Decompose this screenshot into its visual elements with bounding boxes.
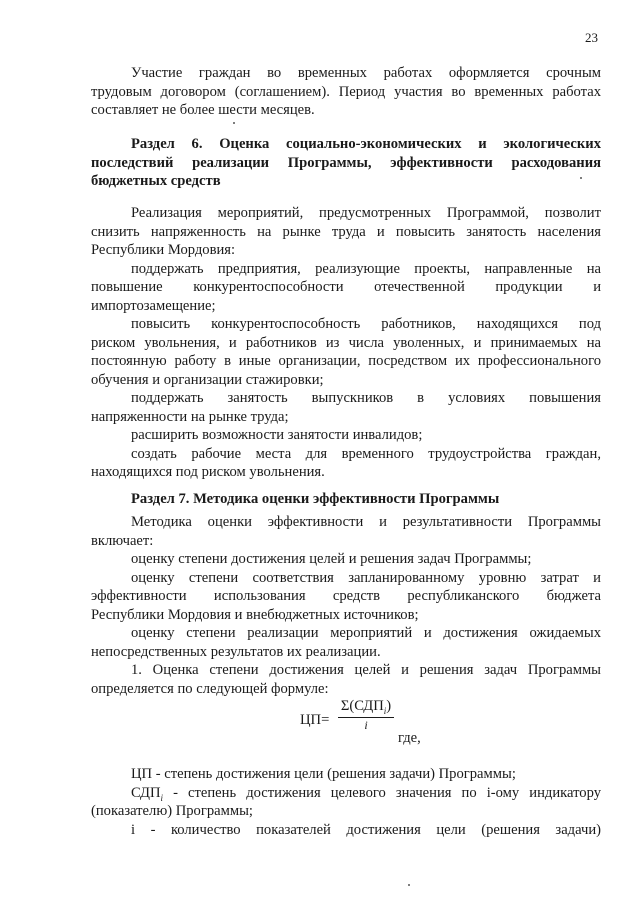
section7-heading: Раздел 7. Методика оценки эффективности Программы [131, 491, 500, 507]
section6-line-11: поддержать занятость выпускников в условиях повышения [131, 390, 601, 406]
section7-line-5: эффективности использования средств республиканского бюджета [91, 588, 601, 604]
formula-lhs: ЦП= [300, 712, 330, 728]
section6-line-14: создать рабочие места для временного трудоустройства граждан, [131, 445, 601, 462]
scan-speck [408, 884, 410, 886]
section6-line-3: Республики Мордовия: [91, 242, 236, 258]
section6-line-9: постоянную работу в иные организации, посредством их профессионального [91, 353, 601, 369]
page-number: 23 [585, 30, 598, 45]
definition-line-4: i - количество показателей достижения цели (решения задачи) [131, 821, 601, 838]
formula-fraction [338, 698, 394, 733]
section6-line-6: импортозамещение; [91, 297, 216, 314]
section7-line-6: Республики Мордовия и внебюджетных источников; [91, 606, 419, 623]
section7-line-8: непосредственных результатов их реализации. [91, 643, 381, 660]
section7-line-4: оценку степени соответствия запланированному уровню затрат и [131, 569, 601, 586]
scan-speck [580, 177, 582, 179]
formula-where-label: где, [398, 730, 421, 746]
section7-line-7: оценку степени реализации мероприятий и достижения ожидаемых [131, 625, 601, 641]
section7-line-2: включает: [91, 532, 154, 549]
intro-line-3: составляет не более шести месяцев. [91, 102, 315, 118]
section7-line-9: 1. Оценка степени достижения целей и решения задач Программы [131, 662, 601, 678]
section7-line-10: определяется по следующей формуле: [91, 680, 329, 697]
scan-speck [233, 122, 235, 124]
section7-line-1: Методика оценки эффективности и результативности Программы [131, 514, 601, 530]
definition-line-1: ЦП - степень достижения цели (решения задачи) Программы; [131, 766, 516, 782]
section7-line-3: оценку степени достижения целей и решения задач Программы; [131, 551, 532, 567]
section6-line-5: повышение конкурентоспособности отечественной продукции и [91, 279, 601, 295]
definition-line-3: (показателю) Программы; [91, 803, 253, 819]
section6-line-10: обучения и организации стажировки; [91, 371, 324, 388]
section6-line-7: повысить конкурентоспособность работников, находящихся под [131, 316, 601, 332]
section6-heading-line-2: последствий реализации Программы, эффективности расходования [91, 154, 601, 171]
formula-numerator: $\Sigma(СДП_i)$ [338, 698, 394, 718]
section6-line-13: расширить возможности занятости инвалидов; [131, 427, 423, 443]
intro-line-2: трудовым договором (соглашением). Период участия во временных работах [91, 83, 601, 100]
section6-line-1: Реализация мероприятий, предусмотренных Программой, позволит [131, 205, 601, 221]
section6-line-4: поддержать предприятия, реализующие проекты, направленные на [131, 260, 601, 277]
definition-line-2: $СДП_i$ - степень достижения целевого значения по i-ому индикатору [131, 784, 601, 803]
section6-heading-line-1: Раздел 6. Оценка социально-экономических и экологических [131, 136, 601, 152]
section6-line-8: риском увольнения, и работников из числа уволенных, и принимаемых на [91, 334, 601, 351]
intro-line-1: Участие граждан во временных работах оформляется срочным [131, 65, 601, 81]
section6-line-12: напряженности на рынке труда; [91, 408, 289, 425]
section6-heading-line-3: бюджетных средств [91, 173, 221, 189]
formula-denominator: i [364, 717, 368, 732]
section6-line-15: находящихся под риском увольнения. [91, 464, 325, 480]
section6-line-2: снизить напряженность на рынке труда и повысить занятость населения [91, 223, 601, 240]
